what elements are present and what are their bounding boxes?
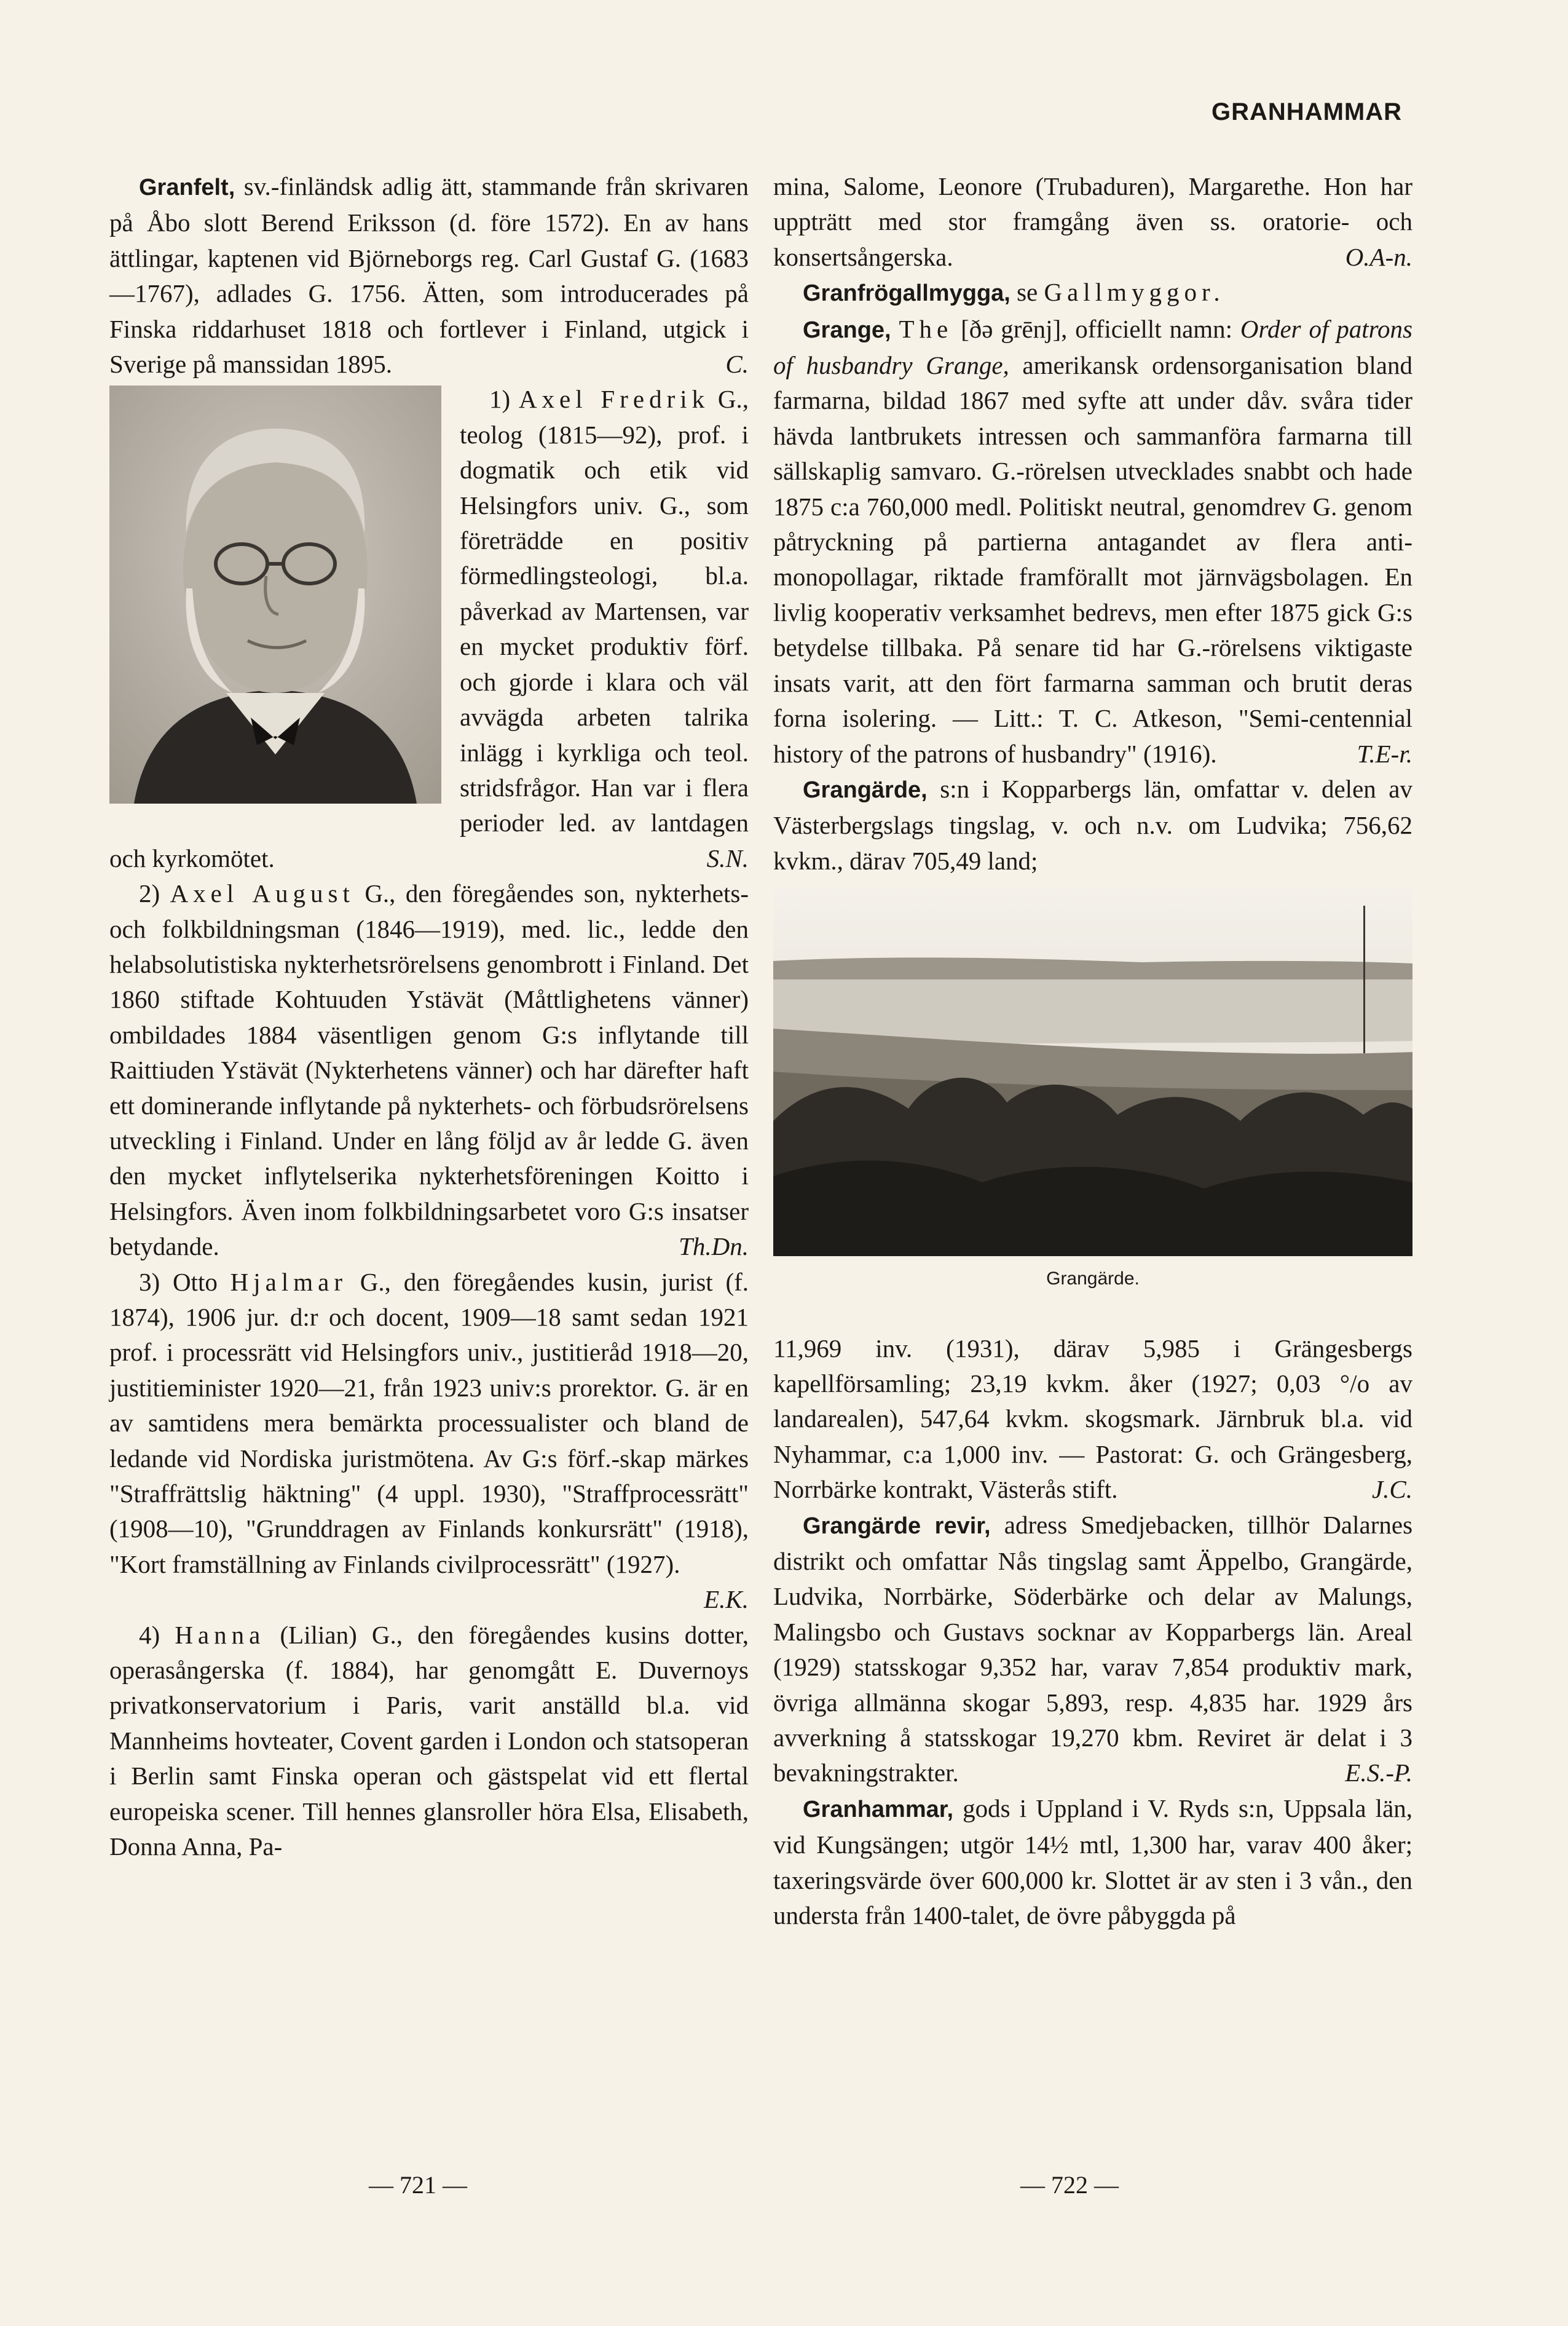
entry-head: Granfrögallmygga, xyxy=(803,280,1011,307)
entry-grangarde xyxy=(773,772,1412,879)
entry-number: 4) xyxy=(139,1620,160,1649)
page-number-left: — 721 — xyxy=(369,2171,467,2199)
author-signature: J.C. xyxy=(1371,1475,1412,1504)
author-signature: T.E-r. xyxy=(1357,739,1412,768)
entry-text: amerikansk ordensorganisation bland farmarna, bildad 1867 med syfte att under dåv. svåra tider hävda lantbrukets intressen och sammanföra farmarna till sällskaplig samvaro. G.-rörelsen utvecklades snabbt och hade 1875 c:a 760,000 medl. Politiskt neutral, genomdrev G. genom påtryckning på partierna antagandet av flera anti-monopollagar, riktade framförallt mot järnvägsbolagen. En livlig kooperativ verksamhet bedrevs, men efter 1875 gick G:s betydelse tillbaka. På senare tid har G.-rörelsens viktigaste insats varit, att den fört farmarna samman och brutit deras forna isolering. — Litt.: T. C. Atkeson, "Semi-centennial history of the patrons of husbandry" (1916). xyxy=(773,351,1413,768)
author-signature: E.S.-P. xyxy=(1345,1758,1412,1787)
person-name: Hanna xyxy=(175,1620,266,1649)
entry-text: adress Smedjebacken, tillhör Dalarnes distrikt och omfattar Nås tingslag samt Äppelbo, Grangärde, Ludvika, Norrbärke, Söderbärke och delar av Malungs, Malingsbo och Gustavs socknar av Kopparbergs län. Areal (1929) statsskogar 9,352 har, varav 7,854 produktiv mark, övriga allmänna skogar 5,893, resp. 4,835 har. 1929 års avverkning å statsskogar 19,270 kbm. Reviret är delat i 3 bevakningstrakter. xyxy=(773,1510,1413,1787)
landscape-photo xyxy=(773,887,1412,1256)
entry-text: G., den föregåendes son, nykterhets- och folkbildningsman (1846—1919), med. lic., ledde den helabsolutistiska nykterhetsrörelsens genombrott i Finland. Det 1860 stiftade Kohtuuden Ystävät (Måttlighetens vänner) ombildades 1884 väsentligen genom G:s inflytande till Raittiuden Ystävät (Nykterhetens vänner) och har därefter haft ett dominerande inflytande på nykterhets- och förbudsrörelsens utveckling i Finland. Under en lång följd av år ledde G. även den mycket inflytelserika nykterhetsföreningen Koitto i Helsingfors. Även inom folkbildningsarbetet voro G:s insatser betydande. xyxy=(109,879,749,1261)
entry-text: sv.-finländsk adlig ätt, stammande från skrivaren på Åbo slott Berend Eriksson (d. före 1572). En av hans ättlingar, kaptenen vid Björneborgs reg. Carl Gustaf G. (1683—1767), adlades G. 1756. Ätten, som introducerades på Finska riddarhuset 1818 och fortlever i Finland, utgick i Sverige på manssidan 1895. xyxy=(109,172,749,379)
entry-grange xyxy=(773,312,1412,772)
author-signature: S.N. xyxy=(706,844,749,872)
entry-head: Granhammar, xyxy=(803,1796,953,1822)
entry-number: 2) xyxy=(139,879,160,908)
entry-granfrogallmygga xyxy=(773,275,1412,311)
author-signature: C. xyxy=(725,350,749,379)
entry-text: G., den föregåendes kusin, jurist (f. 1874), 1906 jur. d:r och docent, 1909—18 samt sedan 1921 prof. i processrätt vid Helsingfors univ., justitieråd 1918—20, justitieminister 1920—21, från 1923 univ:s prorektor. G. är en av samtidens mera bemärkta processualister och bland de ledande vid Nordiska juristmötena. Av G:s förf.-skap märkes "Straffrättslig häktning" (4 uppl. 1930), "Straffprocessrätt" (1908—10), "Grunddragen av Finlands konkursrätt" (1918), "Kort framställning av Finlands civilprocessrätt" (1927). xyxy=(109,1267,749,1578)
running-head: GRANHAMMAR xyxy=(1211,98,1402,125)
entry-text: 11,969 inv. (1931), därav 5,985 i Grängesbergs kapellförsamling; 23,19 kvkm. åker (1927; 0,03 °/o av landarealen), 547,64 kvkm. skogsmark. Järnbruk bl.a. vid Nyhammar, c:a 1,000 inv. — Pastorat: G. och Grängesberg, Norrbärke kontrakt, Västerås stift. xyxy=(773,1334,1412,1504)
entry-number: 3) xyxy=(139,1267,160,1296)
entry-text: se xyxy=(1017,278,1038,307)
author-signature: O.A-n. xyxy=(1345,242,1412,271)
entry-text: (Lilian) G., den föregåendes kusins dotter, operasångerska (f. 1884), har genomgått E. Duvernoys privatkonservatorium i Paris, varit anställd bl.a. vid Mannheims hovteater, Covent garden i London och statsoperan i Berlin samt Finska operan och gästspelat vid ett flertal europeiska scener. Till hennes glansroller höra Elsa, Elisabeth, Donna Anna, Pa- xyxy=(109,1620,749,1861)
entry-axel-august xyxy=(109,876,749,1264)
person-name: Hjalmar xyxy=(230,1267,347,1296)
entry-hanna xyxy=(109,1618,749,1865)
person-firstname: Otto xyxy=(172,1267,218,1296)
entry-granfelt xyxy=(109,169,749,382)
entry-grangarde-revir xyxy=(773,1508,1412,1791)
entry-text: [ðə grēnj], officiellt namn: xyxy=(961,314,1233,343)
entry-head: Granfelt, xyxy=(139,175,235,200)
portrait-photo xyxy=(109,386,441,804)
entry-text: gods i Uppland i V. Ryds s:n, Uppsala län, vid Kungsängen; utgör 14½ mtl, 1,300 har, varav 400 åker; taxeringsvärde över 600,000 kr. Slottet är av sten i 3 vån., den understa från 1400-talet, de övre påbyggda på xyxy=(773,1794,1413,1930)
cross-reference: Gallmyggor. xyxy=(1044,278,1225,307)
entry-grangarde-continued xyxy=(773,1331,1412,1508)
entry-otto-hjalmar xyxy=(109,1265,749,1618)
author-signature: E.K. xyxy=(704,1585,749,1614)
entry-granhammar xyxy=(773,1791,1412,1934)
entry-text: mina, Salome, Leonore (Trubaduren), Margarethe. Hon har uppträtt med stor framgång även ss. oratorie- och konsertsångerska. xyxy=(773,172,1412,271)
entry-hanna-continued xyxy=(773,169,1412,275)
page-number-right: — 722 — xyxy=(1020,2171,1119,2199)
entry-text: G., teolog (1815—92), prof. i dogmatik och etik vid Helsingfors univ. G., som företrädde en positiv förmedlingsteologi, bl.a. påverkad av Martensen, var en mycket produktiv förf. och gjorde i klara och väl avvägda arbeten talrika inlägg i kyrkliga och teol. stridsfrågor. Han var i flera perioder led. av lantdagen och kyrkomötet. xyxy=(109,385,749,872)
author-signature: Th.Dn. xyxy=(679,1232,749,1261)
entry-italic-name: Order of patrons of husbandry Grange, xyxy=(773,314,1412,380)
right-column xyxy=(773,169,1412,1933)
entry-head: Grangärde, xyxy=(803,777,928,803)
entry-head: Grange, xyxy=(803,317,891,343)
photo-caption: Grangärde. xyxy=(1046,1268,1140,1289)
left-column xyxy=(109,169,749,1865)
person-name: Axel August xyxy=(170,879,355,908)
entry-axel-fredrik xyxy=(109,382,749,876)
entry-head: Grangärde revir, xyxy=(803,1513,991,1539)
entry-text: s:n i Kopparbergs län, omfattar v. delen av Västerbergslags tingslag, v. och n.v. om Ludvika; 756,62 kvkm., därav 705,49 land; xyxy=(773,774,1412,875)
person-name: Axel Fredrik xyxy=(518,385,710,414)
entry-number: 1) xyxy=(489,385,511,414)
entry-article: The xyxy=(899,314,953,343)
